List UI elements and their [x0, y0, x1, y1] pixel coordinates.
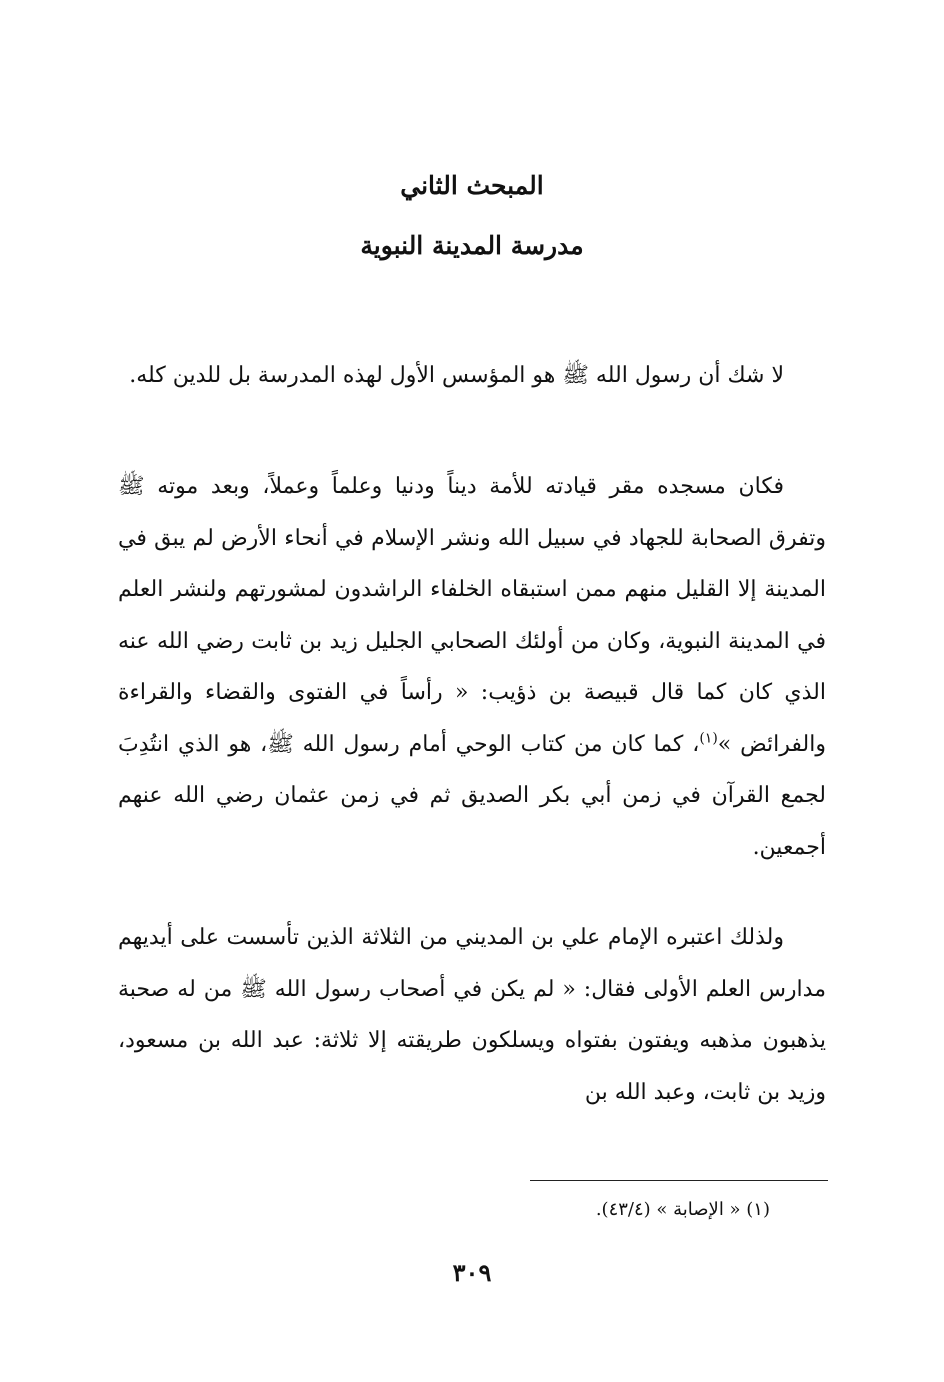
footnote-reference[interactable]: (١): [699, 730, 718, 747]
paragraph-2: [118, 461, 826, 873]
paragraph-3-text: ولذلك اعتبره الإمام علي بن المديني من الثلاثة الذين تأسست على أيديهم مدارس العلم الأولى فقال: « لم يكن في أصحاب رسول الله ﷺ من له صحبة يذهبون مذهبه ويفتون بفتواه ويسلكون طريقته إلا ثلاثة: عبد الله بن مسعود، وزيد بن ثابت، وعبد الله بن: [118, 925, 826, 1105]
footnote: (١) « الإصابة » (٤٣/٤).: [595, 1199, 770, 1220]
page-number: ٣٠٩: [452, 1258, 492, 1287]
paragraph-1-text: لا شك أن رسول الله ﷺ هو المؤسس الأول لهذه المدرسة بل للدين كله.: [129, 363, 784, 388]
paragraph-1: [118, 350, 826, 402]
paragraph-2-text: [118, 461, 826, 873]
section-heading: المبحث الثاني: [400, 171, 544, 200]
page-title: مدرسة المدينة النبوية: [360, 231, 584, 260]
paragraph-3: [118, 912, 826, 1118]
paragraph-2-text-after-ref: ، كما كان من كتاب الوحي أمام رسول الله ﷺ، هو الذي انتُدِبَ لجمع القرآن في زمن أبي بكر الصديق ثم في زمن عثمان رضي الله عنهم أجمعين.: [118, 731, 826, 860]
footnote-divider: [530, 1180, 828, 1181]
paragraph-2-text-before-ref: فكان مسجده مقر قيادته للأمة ديناً ودنيا وعلماً وعملاً، وبعد موته ﷺ وتفرق الصحابة للجهاد في سبيل الله ونشر الإسلام في أنحاء الأرض لم يبق في المدينة إلا القليل منهم ممن استبقاه الخلفاء الراشدون لمشورتهم ولنشر العلم في المدينة النبوية، وكان من أولئك الصحابي الجليل زيد بن ثابت رضي الله عنه الذي كان كما قال قبيصة بن ذؤيب: « رأساً في الفتوى والقضاء والقراءة والفرائض »: [118, 474, 826, 757]
